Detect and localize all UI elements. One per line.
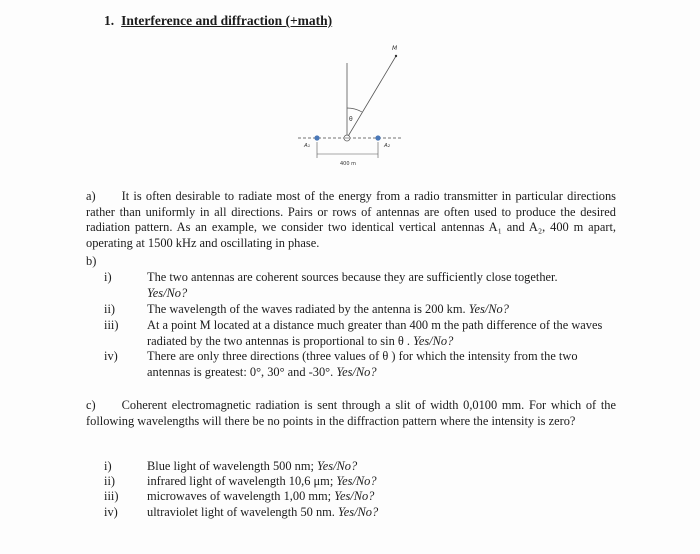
antenna2-label: A₂ [384,143,390,149]
part-c-label: c) [86,398,96,412]
part-b-label: b) [86,254,97,268]
b-item-3-answer: Yes/No? [413,333,454,348]
c-item-1 [147,459,617,475]
b-item-4-answer: Yes/No? [336,364,377,379]
c-item-3-text: microwaves of wavelength 1,00 mm; [147,489,332,503]
problem-number: 1. [104,13,115,28]
part-a-paragraph [86,189,616,251]
part-c-text: Coherent electromagnetic radiation is sent through a slit of width 0,0100 mm. For which of the following wavelengths will there be no points in the diffraction pattern where the intensity is zero? [86,398,616,428]
b-item-2-answer: Yes/No? [468,302,509,316]
b-item-2 [147,302,617,318]
c-item-4 [147,505,617,521]
antenna1-label: A₁ [304,143,310,149]
b-item-3-text: At a point M located at a distance much greater than 400 m the path difference of the waves radiated by the two antennas is proportional to sin θ . [147,318,603,348]
b-item-2-text: The wavelength of the waves radiated by the antenna is 200 km. [147,302,466,316]
b-item-4-roman: iv) [104,349,118,363]
c-item-4-answer: Yes/No? [338,505,379,519]
b-item-1-answer: Yes/No? [147,285,188,300]
b-item-1-roman: i) [104,270,112,284]
part-a-text: It is often desirable to radiate most of the energy from a radio transmitter in particular directions rather than uniformly in all directions. Pairs or rows of antennas are often used to produce the desired radiation pattern. As an example, we consider two identical vertical antennas A₁ and A₂, 400 m apart, operating at 1500 kHz and oscillating in phase. [86,189,616,250]
c-item-4-roman: iv) [104,505,118,519]
ray-to-m [347,56,396,138]
c-item-2-answer: Yes/No? [336,474,377,488]
antenna-a2 [375,135,380,140]
angle-arc [347,108,362,112]
b-item-3-roman: iii) [104,318,119,332]
c-item-2-roman: ii) [104,474,116,488]
antenna-a1 [314,135,319,140]
c-item-3-roman: iii) [104,489,119,503]
c-item-1-text: Blue light of wavelength 500 nm; [147,459,314,473]
angle-label: θ [349,116,353,123]
c-item-2 [147,474,617,490]
problem-title-text: Interference and diffraction (+math) [121,13,333,28]
part-c-paragraph [86,398,616,429]
b-item-1-text: The two antennas are coherent sources because they are sufficiently close together. [147,270,558,284]
c-item-1-answer: Yes/No? [317,459,358,473]
b-item-3 [147,318,617,349]
distance-label: 400 m [340,161,357,167]
c-item-2-text: infrared light of wavelength 10,6 μm; [147,474,334,488]
c-item-4-text: ultraviolet light of wavelength 50 nm. [147,505,335,519]
part-a-label: a) [86,189,96,203]
b-item-1 [147,270,617,301]
antenna-diagram [0,0,700,175]
b-item-2-roman: ii) [104,302,116,316]
b-item-4 [147,349,617,380]
point-m [395,55,397,57]
c-item-3-answer: Yes/No? [334,489,375,503]
b-item-4-text: There are only three directions (three values of θ ) for which the intensity from the two antennas is greatest: 0°, 30° and -30°. [147,349,578,379]
c-item-3 [147,489,617,505]
point-m-label: M [392,45,398,52]
c-item-1-roman: i) [104,459,112,473]
